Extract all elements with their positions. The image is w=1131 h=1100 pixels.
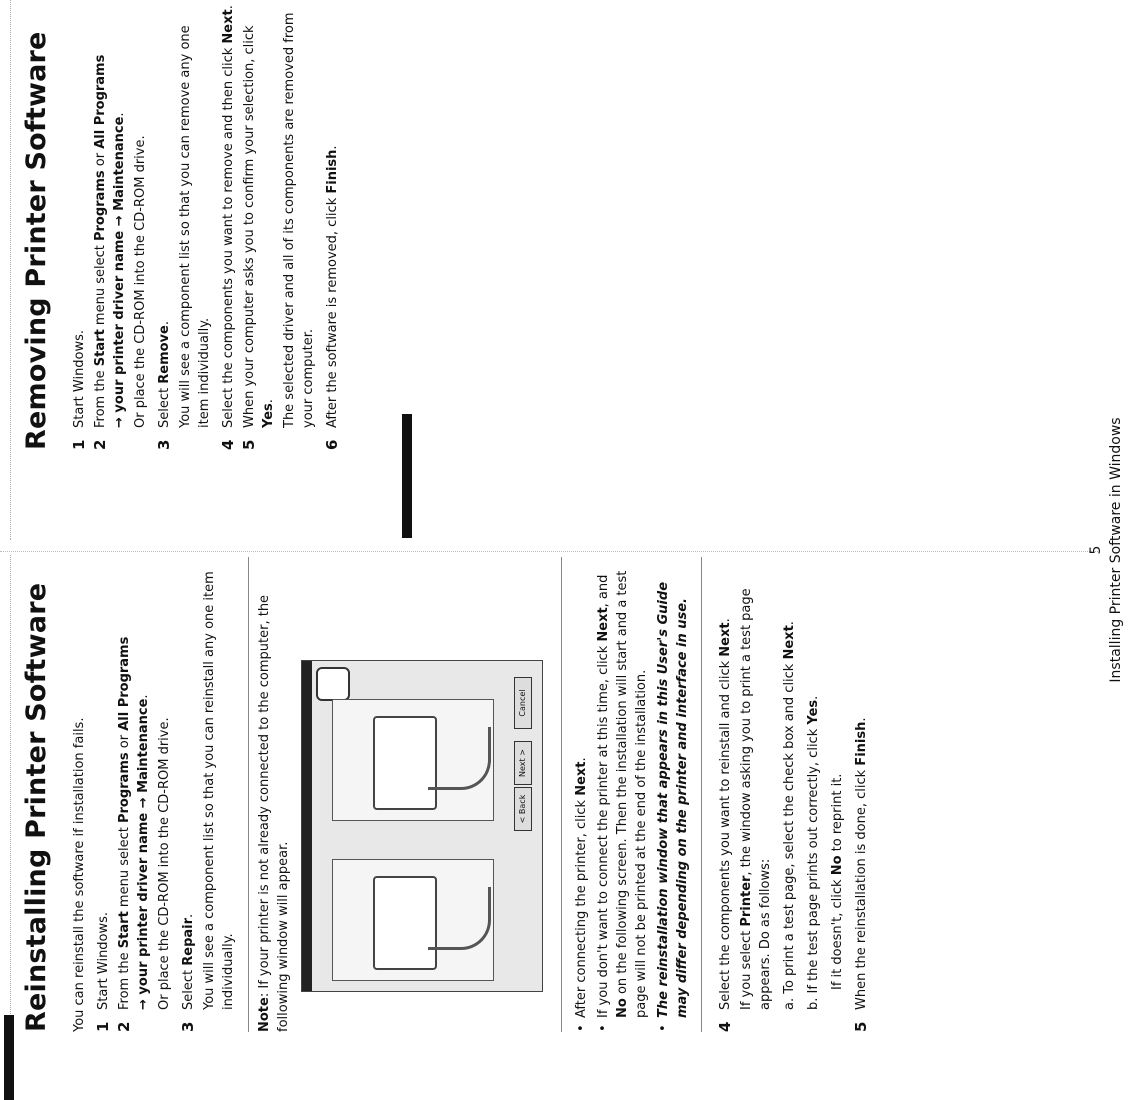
bullet-item: [594, 557, 651, 1032]
remove-step-5-note: The selected driver and all of its components are removed from your computer.: [282, 12, 316, 428]
step-bold: Start: [117, 911, 132, 949]
bullet-bold: Next: [574, 761, 589, 796]
step-text: .: [261, 399, 276, 404]
bullet-item: [572, 557, 591, 1032]
bullet-bold: Next: [596, 607, 611, 642]
step-bold: Programs: [117, 752, 132, 824]
step-text: When the reinstallation is done, click: [854, 765, 869, 1010]
step-text: If it doesn't, click: [830, 875, 845, 990]
reinstall-step-4-a: [780, 557, 799, 1032]
menu-path: → your printer driver name → Maintenance: [112, 116, 127, 428]
step-bold: Start: [93, 329, 108, 367]
bullet-text: .: [574, 757, 589, 762]
step-text: to reprint it.: [830, 773, 845, 856]
step-text: , the window asking you to print a test page appears. Do as follows:: [739, 588, 773, 1010]
installer-logo-icon: [316, 667, 350, 701]
remove-step-6: [323, 0, 342, 450]
step-bold: Next: [782, 625, 797, 660]
bullet-dot: •: [574, 1024, 589, 1032]
page-number: 5: [1088, 545, 1104, 555]
step-bold: Remove: [157, 325, 172, 384]
bullet-bold: No: [615, 998, 630, 1018]
cancel-button: Cancel: [514, 677, 532, 729]
step-text: .: [854, 717, 869, 722]
step-bold: Repair: [181, 917, 196, 966]
step-number: 4: [219, 439, 237, 450]
reinstall-step-2: [115, 557, 153, 1032]
step-text: Start Windows.: [72, 329, 87, 428]
cable-icon: [428, 727, 491, 790]
step-text: .: [806, 695, 821, 700]
note-box: [248, 557, 562, 1032]
step-number: 2: [91, 439, 109, 450]
reinstall-step-5: [852, 557, 871, 1032]
step-number: 1: [94, 1021, 112, 1032]
step-number: 5: [852, 1021, 870, 1032]
step-bold: Next: [718, 622, 733, 657]
bullet-dot: •: [596, 1024, 611, 1032]
step-bold: Programs: [93, 170, 108, 242]
next-button: Next >: [514, 741, 532, 785]
step-text: After the software is removed, click: [325, 193, 340, 428]
bullet-item: [654, 557, 692, 1032]
footer-title: Installing Printer Software in Windows: [1108, 417, 1124, 683]
bullet-text: on the following screen. Then the installation will start and a test page will not be printed at the end of the installation.: [615, 570, 649, 1018]
window-titlebar: [302, 661, 312, 991]
step-text: Start Windows.: [96, 911, 111, 1010]
step-bold: Printer: [739, 875, 754, 927]
step-text: From the: [93, 366, 108, 428]
bullet-emphasis: The reinstallation window that appears in this User's Guide may differ depending on the printer and interface in use.: [656, 581, 690, 1018]
step-bold: Yes: [261, 403, 276, 428]
remove-title: Removing Printer Software: [21, 31, 52, 450]
remove-step-1: [70, 0, 89, 450]
remove-step-2-alt: Or place the CD-ROM into the CD-ROM drive.: [133, 135, 148, 428]
reinstall-step-4-desc: [737, 557, 775, 1032]
remove-step-3: [155, 0, 174, 450]
menu-path: → your printer driver name → Maintenance: [136, 698, 151, 1010]
step-bold: Finish: [325, 149, 340, 194]
remove-section: [0, 0, 344, 450]
step-text: .: [782, 621, 797, 626]
column-divider: [0, 551, 1100, 552]
reinstall-intro: You can reinstall the software if installation fails.: [72, 717, 87, 1032]
remove-step-5: [240, 0, 278, 450]
step-text: or: [117, 730, 132, 753]
step-text: If you select: [739, 926, 754, 1010]
step-text: .: [112, 112, 127, 117]
back-button: < Back: [514, 787, 532, 831]
reinstall-step-1: [94, 557, 113, 1032]
printer-illustration-panel: [332, 699, 494, 821]
section-marker-right: [402, 414, 412, 538]
reinstall-step-4: [716, 557, 735, 1032]
cable-icon: [428, 887, 491, 950]
bullet-text: After connecting the printer, click: [574, 795, 589, 1018]
reinstall-step-3-note: You will see a component list so that you can reinstall any one item individually.: [202, 571, 236, 1010]
reinstall-step-4-b-sub: [828, 557, 847, 1032]
step-number: 6: [323, 439, 341, 450]
step-number: 1: [70, 439, 88, 450]
step-text: Select the components you want to remove and then click: [221, 43, 236, 428]
step-text: .: [221, 5, 236, 10]
step-bold: Finish: [854, 721, 869, 766]
step-text: menu select: [117, 823, 132, 912]
step-text: .: [718, 618, 733, 623]
step-bold: All Programs: [93, 54, 108, 149]
reinstall-step-2-alt: Or place the CD-ROM into the CD-ROM drive.: [157, 717, 172, 1010]
step-text: Select: [181, 965, 196, 1010]
step-text: b. If the test page prints out correctly, click: [806, 724, 821, 1010]
step-text: From the: [117, 948, 132, 1010]
note-text: : If your printer is not already connected to the computer, the following window will appear.: [257, 594, 291, 1032]
printer-illustration-panel: [332, 859, 494, 981]
bullet-text: , and: [596, 574, 611, 608]
bullet-text: If you don't want to connect the printer at this time, click: [596, 641, 611, 1018]
step-number: 3: [155, 439, 173, 450]
step-number: 4: [716, 1021, 734, 1032]
reinstall-title: Reinstalling Printer Software: [21, 582, 52, 1032]
step-bold: No: [830, 855, 845, 876]
remove-step-2: [91, 0, 129, 450]
step-text: .: [157, 321, 172, 326]
note-bullets: [572, 557, 702, 1032]
step-text: .: [136, 694, 151, 699]
step-bold: Next: [221, 9, 236, 44]
step-number: 5: [240, 439, 258, 450]
installer-window-screenshot: [301, 660, 543, 992]
step-text: menu select: [93, 241, 108, 330]
step-text: or: [93, 148, 108, 171]
step-text: .: [181, 913, 196, 918]
step-bold: All Programs: [117, 636, 132, 731]
reinstall-step-4-b: [804, 557, 823, 1032]
note-label: Note: [257, 997, 272, 1032]
step-text: a. To print a test page, select the check box and click: [782, 659, 797, 1010]
step-number: 2: [115, 1021, 133, 1032]
step-text: Select the components you want to reinstall and click: [718, 656, 733, 1010]
remove-step-4: [219, 0, 238, 450]
step-number: 3: [179, 1021, 197, 1032]
step-text: .: [325, 145, 340, 150]
remove-step-3-note: You will see a component list so that you can remove any one item individually.: [178, 25, 212, 428]
reinstall-section: [0, 557, 873, 1032]
step-text: Select: [157, 383, 172, 428]
step-text: When your computer asks you to confirm your selection, click: [242, 25, 257, 428]
reinstall-step-3: [179, 557, 198, 1032]
bullet-dot: •: [656, 1024, 671, 1032]
step-bold: Yes: [806, 699, 821, 725]
